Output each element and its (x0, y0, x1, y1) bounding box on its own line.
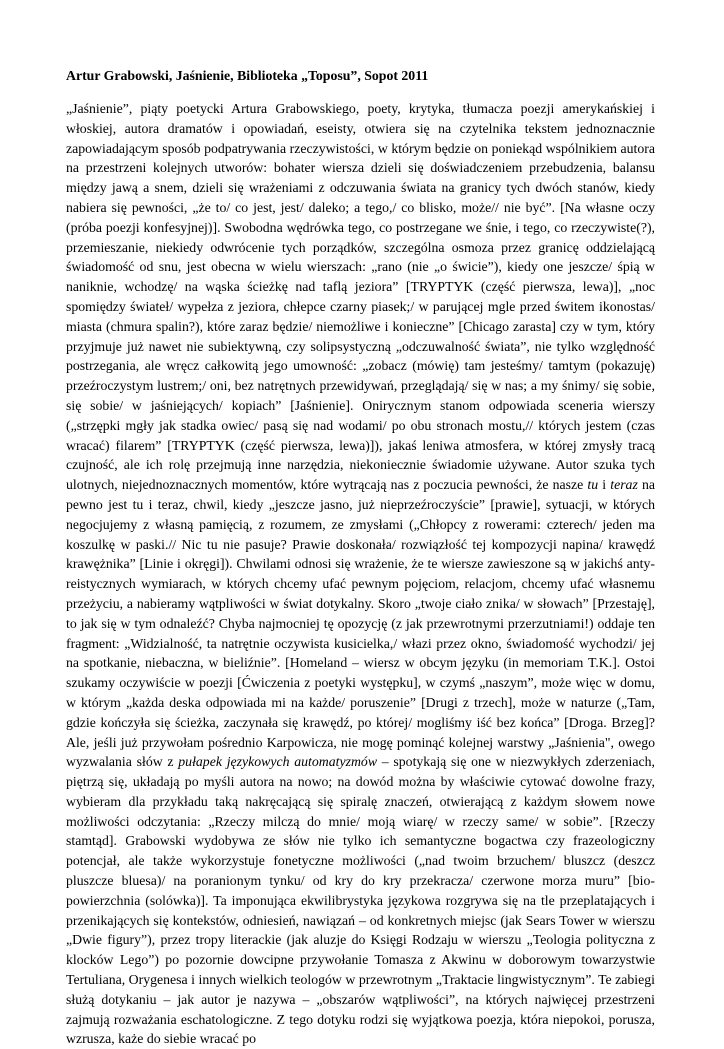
document-page (66, 66, 655, 1049)
italic-segment: pułapek językowych automatyzmów (178, 754, 378, 770)
text-segment: – spotykają się one w niezwykłych zderzeniach, piętrzą się, układają po myśli autora na nowo; na dowód można by właściwie cytować dowolne frazy, wybieram dla przykładu taką nakręcającą się spiralę znaczeń, otwierającą z każdym słowem nowe możliwości odczytania: „Rzeczy milczą do mnie/ moją wiarę/ w rzeczy same/ w sobie”. [Rzeczy stamtąd]. Grabowski wydobywa ze słów nie tylko ich semantyczne bogactwa czy frazeologiczny potencjał, ale także wykorzystuje fonetyczne możliwości („nad twoim brzuchem/ bluszcz (deszcz pluszcze bluesa)/ na poranionym tynku/ od kry do kry przekracza/ czerwone morza muru” [bio-powierzchnia (solówka)]. Ta imponująca ekwilibrystyka językowa rozgrywa się na tle przeplatających i przenikających się kontekstów, odniesień, nawiązań – od konkretnych miejsc (jak Sears Tower w wierszu „Dwie figury”), przez tropy literackie (jak aluzje do Księgi Rodzaju w wierszu „Teologia polityczna z klocków Lego”) po pozornie dowcipne przywołanie Tomasza z Akwinu w doborowym towarzystwie Tertuliana, Orygenesa i innych wielkich teologów w przewrotnym „Traktacie lingwistycznym”. Te zabiegi służą dotykaniu – jak autor je nazywa – „obszarów wątpliwości”, na których najwięcej przestrzeni zajmują rozważania eschatologiczne. Z tego dotyku rodzi się wyjątkowa poezja, która niepokoi, porusza, wzrusza, każe do siebie wracać po (66, 754, 655, 1047)
page-title: Artur Grabowski, Jaśnienie, Biblioteka „Toposu”, Sopot 2011 (66, 68, 429, 83)
italic-segment: teraz (610, 477, 638, 493)
text-segment: „Jaśnienie”, piąty poetycki Artura Grabowskiego, poety, krytyka, tłumacza poezji amerykańskiej i włoskiej, autora dramatów i opowiadań, eseisty, otwiera się na czytelnika tekstem jednoznacznie zapowiadającym sposób podpatrywania rzeczywistości, w którym będzie on poniekąd wspólnikiem autora na przestrzeni kolejnych utworów: bohater wiersza dzieli się doświadczeniem przebudzenia, balansu między jawą a snem, dzieli się wrażeniami z odczuwania świata na granicy tych dwóch stanów, kiedy nabiera się pewności, „że to/ co jest, jest/ daleko; a tego,/ co blisko, może// nie być”. [Na własne oczy (próba poezji konfesyjnej)]. Swobodna wędrówka tego, co postrzegane we śnie, i tego, co rzeczywiste(?), przemieszanie, niekiedy odwrócenie tych porządków, szczególna osmoza przez granicę oddzielającą świadomość od snu, jest obecna w wielu wierszach: „rano (nie „o świcie”), kiedy one jeszcze/ śpią w naniknie, wchodzę/ na wąska ścieżkę nad taflą jeziora” [TRYPTYK (część pierwsza, lewa)], „noc spomiędzy świateł/ wypełza z jeziora, chłepce czarny piasek;/ w parującej mgle przed świtem ikonostas/ miasta (chmura spalin?), które zaraz będzie/ niemożliwe i konieczne” [Chicago zarasta] czy w tym, który przyjmuje już nawet nie subiektywną, czy solipsystyczną „odczuwalność świata”, nie tylko względność postrzegania, ale wręcz całkowitą jego umowność: „zobacz (mówię) tam jesteśmy/ tamtym (pokazuję) przeźroczystym lustrem;/ oni, bez natrętnych przewidywań, przeglądają/ się w nas; a my śnimy/ się sobie, się sobie/ w jaśniejących/ kopiach” [Jaśnienie]. Onirycznym stanom odpowiada sceneria wierszy („strzępki mgły jak stadka owiec/ pasą się nad wodami/ po obu stronach mostu,// których jestem (czas wracać) filarem” [TRYPTYK (część pierwsza, lewa)]), jakaś leniwa atmosfera, w której zmysły tracą czujność, ale ich rolę przejmują inne narzędzia, niekoniecznie świadomie używane. Autor szuka tych ulotnych, niejednoznacznych momentów, które wytrącają nas z poczucia pewności, że nasze (66, 101, 655, 493)
text-segment: na pewno jest tu i teraz, chwil, kiedy „jeszcze jasno, już nieprzeźroczyście” [prawie], sytuacji, w których negocjujemy z własną pamięcią, z rozumem, ze zmysłami („Chłopcy z rowerami: czterech/ jeden ma koszulkę w paski.// Nic tu nie pasuje? Prawie doskonała/ rozwiązłość tej kompozycji napina/ krawędź krawężnika” [Linie i okręgi]). Chwilami odnosi się wrażenie, że te wiersze zawieszone są w jakichś anty-reistycznych wymiarach, w których chcemy ufać pewnym pojęciom, relacjom, chcemy ufać własnemu przeżyciu, a nabieramy wątpliwości w świat dotykalny. Skoro „twoje ciało znika/ w słowach” [Przestaję], to jak się w tym odnaleźć? Chyba najmocniej tę opozycję (z jak przewrotnymi przerzutniami!) oddaje ten fragment: „Widzialność, ta natrętnie oczywista kusicielka,/ włazi przez okno, świadomość wychodzi/ jej na spotkanie, niebaczna, w bieliźnie”. [Homeland – wiersz w obcym języku (in memoriam T.K.]. Ostoi szukamy oczywiście w poezji [Ćwiczenia z poetyki występku], w czymś „naszym”, może więc w domu, w którym „każda deska odpowiada mi na każde/ poruszenie” [Drugi z trzech], może w naturze („Tam, gdzie kończyła się ścieżka, zaczynała się krawędź, po której/ mogliśmy iść bez końca” [Droga. Brzeg]? Ale, jeśli już przywołam pośrednio Karpowicza, nie mogę pominąć kolejnej warstwy „Jaśnienia", owego wyzwalania słów z (66, 477, 655, 770)
italic-segment: tu (587, 477, 599, 493)
text-segment: i (598, 477, 611, 493)
body-paragraph (66, 99, 655, 1049)
